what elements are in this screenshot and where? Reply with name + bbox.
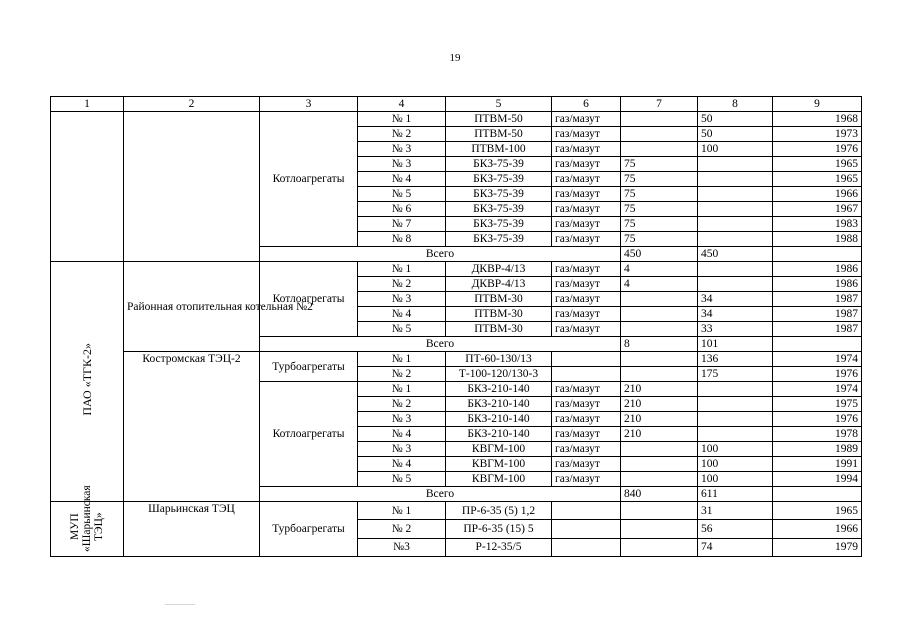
unit-type: КВГМ-100 (446, 457, 552, 472)
year: 1978 (773, 427, 862, 442)
year: 1989 (773, 442, 862, 457)
col7-value (621, 367, 698, 382)
col8-value: 100 (698, 457, 773, 472)
col8-value: 74 (698, 538, 773, 556)
fuel: газ/мазут (552, 307, 621, 322)
table-row (51, 262, 862, 277)
col8-value (698, 172, 773, 187)
year: 1966 (773, 187, 862, 202)
total-col7: 8 (621, 337, 698, 352)
col8-value (698, 397, 773, 412)
page-number: 19 (449, 52, 461, 64)
header-row (51, 97, 862, 112)
fuel: газ/мазут (552, 127, 621, 142)
year: 1986 (773, 277, 862, 292)
unit-number: № 5 (358, 187, 446, 202)
unit-number: № 2 (358, 127, 446, 142)
year: 1987 (773, 292, 862, 307)
table-row (51, 352, 862, 367)
column-header: 6 (552, 97, 621, 112)
column-header: 1 (51, 97, 124, 112)
fuel (552, 538, 621, 556)
col7-value: 210 (621, 397, 698, 412)
col7-value: 75 (621, 202, 698, 217)
fuel: газ/мазут (552, 262, 621, 277)
unit-number: № 4 (358, 427, 446, 442)
year: 1976 (773, 412, 862, 427)
unit-number: № 3 (358, 292, 446, 307)
fuel: газ/мазут (552, 322, 621, 337)
group-label: Котлоагрегаты (260, 112, 358, 247)
col7-value: 4 (621, 277, 698, 292)
group-label: Турбоагрегаты (260, 502, 358, 557)
fuel: газ/мазут (552, 112, 621, 127)
col7-value (621, 127, 698, 142)
fuel: газ/мазут (552, 217, 621, 232)
col8-value (698, 382, 773, 397)
year: 1974 (773, 352, 862, 367)
fuel (552, 520, 621, 538)
unit-type: ДКВР-4/13 (446, 262, 552, 277)
plant-name: Костромская ТЭЦ-2 (124, 352, 260, 502)
col7-value: 4 (621, 262, 698, 277)
unit-type: ПР-6-35 (15) 5 (446, 520, 552, 538)
column-header: 7 (621, 97, 698, 112)
table-row (51, 502, 862, 520)
unit-number: № 7 (358, 217, 446, 232)
year: 1966 (773, 520, 862, 538)
fuel: газ/мазут (552, 232, 621, 247)
fuel (552, 502, 621, 520)
unit-number: № 1 (358, 262, 446, 277)
col7-value (621, 322, 698, 337)
col8-value (698, 262, 773, 277)
unit-number: № 4 (358, 172, 446, 187)
fuel: газ/мазут (552, 292, 621, 307)
col7-value (621, 502, 698, 520)
col7-value: 75 (621, 187, 698, 202)
unit-number: № 2 (358, 520, 446, 538)
column-header: 5 (446, 97, 552, 112)
col8-value (698, 277, 773, 292)
fuel: газ/мазут (552, 157, 621, 172)
unit-type: ПТВМ-30 (446, 307, 552, 322)
year: 1979 (773, 538, 862, 556)
year: 1965 (773, 157, 862, 172)
unit-number: № 1 (358, 352, 446, 367)
year: 1967 (773, 202, 862, 217)
col8-value: 100 (698, 442, 773, 457)
col7-value: 75 (621, 172, 698, 187)
year: 1994 (773, 472, 862, 487)
plant-name: Районная отопительная котельная №2 (124, 262, 260, 352)
org-name-2-text: МУП «Шарьинская ТЭЦ» (69, 485, 105, 552)
unit-number: №3 (358, 538, 446, 556)
col8-value: 50 (698, 112, 773, 127)
total-label: Всего (260, 247, 621, 262)
group-label: Турбоагрегаты (260, 352, 358, 382)
total-year-blank (773, 247, 862, 262)
total-year-blank (773, 487, 862, 502)
col8-value: 31 (698, 502, 773, 520)
col8-value (698, 187, 773, 202)
fuel (552, 352, 621, 367)
year: 1987 (773, 322, 862, 337)
col8-value: 100 (698, 142, 773, 157)
unit-type: ПТВМ-100 (446, 142, 552, 157)
unit-type: БКЗ-210-140 (446, 382, 552, 397)
unit-number: № 2 (358, 277, 446, 292)
fuel: газ/мазут (552, 202, 621, 217)
year: 1987 (773, 307, 862, 322)
col8-value (698, 232, 773, 247)
year: 1986 (773, 262, 862, 277)
unit-type: БКЗ-210-140 (446, 427, 552, 442)
org-name-2 (51, 485, 124, 557)
column-header: 4 (358, 97, 446, 112)
unit-number: № 3 (358, 157, 446, 172)
unit-type: БКЗ-210-140 (446, 412, 552, 427)
unit-type: БКЗ-75-39 (446, 202, 552, 217)
fuel: газ/мазут (552, 442, 621, 457)
col8-value (698, 412, 773, 427)
col7-value: 210 (621, 382, 698, 397)
unit-number: № 6 (358, 202, 446, 217)
unit-number: № 4 (358, 307, 446, 322)
year: 1965 (773, 502, 862, 520)
unit-number: № 1 (358, 112, 446, 127)
unit-type: КВГМ-100 (446, 472, 552, 487)
unit-type: БКЗ-75-39 (446, 187, 552, 202)
unit-number: № 2 (358, 367, 446, 382)
fuel: газ/мазут (552, 172, 621, 187)
total-col7: 450 (621, 247, 698, 262)
unit-type: ПТВМ-30 (446, 322, 552, 337)
year: 1991 (773, 457, 862, 472)
fuel: газ/мазут (552, 427, 621, 442)
plant-name: Шарьинская ТЭЦ (124, 502, 260, 557)
year: 1965 (773, 172, 862, 187)
unit-number: № 4 (358, 457, 446, 472)
col7-value: 75 (621, 157, 698, 172)
unit-number: № 5 (358, 472, 446, 487)
col8-value (698, 217, 773, 232)
year: 1973 (773, 127, 862, 142)
total-year-blank (773, 337, 862, 352)
col8-value (698, 157, 773, 172)
table-row (51, 112, 862, 127)
unit-type: ПТ-60-130/13 (446, 352, 552, 367)
col7-value (621, 142, 698, 157)
column-header: 2 (124, 97, 260, 112)
unit-type: БКЗ-75-39 (446, 217, 552, 232)
total-col7: 840 (621, 487, 698, 502)
group-label: Котлоагрегаты (260, 262, 358, 337)
unit-type: Р-12-35/5 (446, 538, 552, 556)
unit-number: № 3 (358, 442, 446, 457)
col8-value: 136 (698, 352, 773, 367)
unit-type: ПР-6-35 (5) 1,2 (446, 502, 552, 520)
year: 1976 (773, 142, 862, 157)
col8-value: 34 (698, 307, 773, 322)
org-cell-blank (51, 112, 124, 262)
org-name (51, 262, 124, 502)
fuel: газ/мазут (552, 277, 621, 292)
fuel: газ/мазут (552, 397, 621, 412)
unit-type: ПТВМ-50 (446, 112, 552, 127)
unit-number: № 8 (358, 232, 446, 247)
col8-value (698, 202, 773, 217)
col7-value (621, 538, 698, 556)
col7-value (621, 520, 698, 538)
fuel: газ/мазут (552, 187, 621, 202)
col7-value: 210 (621, 412, 698, 427)
col7-value (621, 307, 698, 322)
unit-type: БКЗ-75-39 (446, 157, 552, 172)
unit-type: БКЗ-210-140 (446, 397, 552, 412)
scan-mark (165, 604, 195, 605)
unit-type: БКЗ-75-39 (446, 172, 552, 187)
total-col8: 101 (698, 337, 773, 352)
col8-value: 34 (698, 292, 773, 307)
col7-value: 210 (621, 427, 698, 442)
unit-type: КВГМ-100 (446, 442, 552, 457)
total-col8: 611 (698, 487, 773, 502)
unit-number: № 2 (358, 397, 446, 412)
plant-cell-blank (124, 112, 260, 262)
unit-type: Т-100-120/130-3 (446, 367, 552, 382)
total-label: Всего (260, 487, 621, 502)
year: 1988 (773, 232, 862, 247)
col8-value: 175 (698, 367, 773, 382)
equipment-table (50, 96, 862, 557)
unit-number: № 5 (358, 322, 446, 337)
col7-value (621, 292, 698, 307)
col8-value: 33 (698, 322, 773, 337)
group-label: Котлоагрегаты (260, 382, 358, 487)
fuel: газ/мазут (552, 142, 621, 157)
total-col8: 450 (698, 247, 773, 262)
total-label: Всего (260, 337, 621, 352)
col7-value: 75 (621, 232, 698, 247)
col7-value: 75 (621, 217, 698, 232)
col8-value (698, 427, 773, 442)
fuel (552, 367, 621, 382)
col7-value (621, 112, 698, 127)
year: 1968 (773, 112, 862, 127)
col8-value: 50 (698, 127, 773, 142)
column-header: 9 (773, 97, 862, 112)
unit-number: № 3 (358, 412, 446, 427)
unit-type: ПТВМ-50 (446, 127, 552, 142)
column-header: 3 (260, 97, 358, 112)
col8-value: 100 (698, 472, 773, 487)
year: 1975 (773, 397, 862, 412)
col7-value (621, 472, 698, 487)
fuel: газ/мазут (552, 472, 621, 487)
unit-type: ДКВР-4/13 (446, 277, 552, 292)
year: 1983 (773, 217, 862, 232)
unit-number: № 3 (358, 142, 446, 157)
year: 1974 (773, 382, 862, 397)
col7-value (621, 352, 698, 367)
column-header: 8 (698, 97, 773, 112)
unit-number: № 1 (358, 382, 446, 397)
unit-type: БКЗ-75-39 (446, 232, 552, 247)
fuel: газ/мазут (552, 382, 621, 397)
org-name-text: ПАО «ТГК-2» (80, 343, 94, 416)
col7-value (621, 457, 698, 472)
year: 1976 (773, 367, 862, 382)
unit-type: ПТВМ-30 (446, 292, 552, 307)
fuel: газ/мазут (552, 457, 621, 472)
col8-value: 56 (698, 520, 773, 538)
fuel: газ/мазут (552, 412, 621, 427)
col7-value (621, 442, 698, 457)
unit-number: № 1 (358, 502, 446, 520)
